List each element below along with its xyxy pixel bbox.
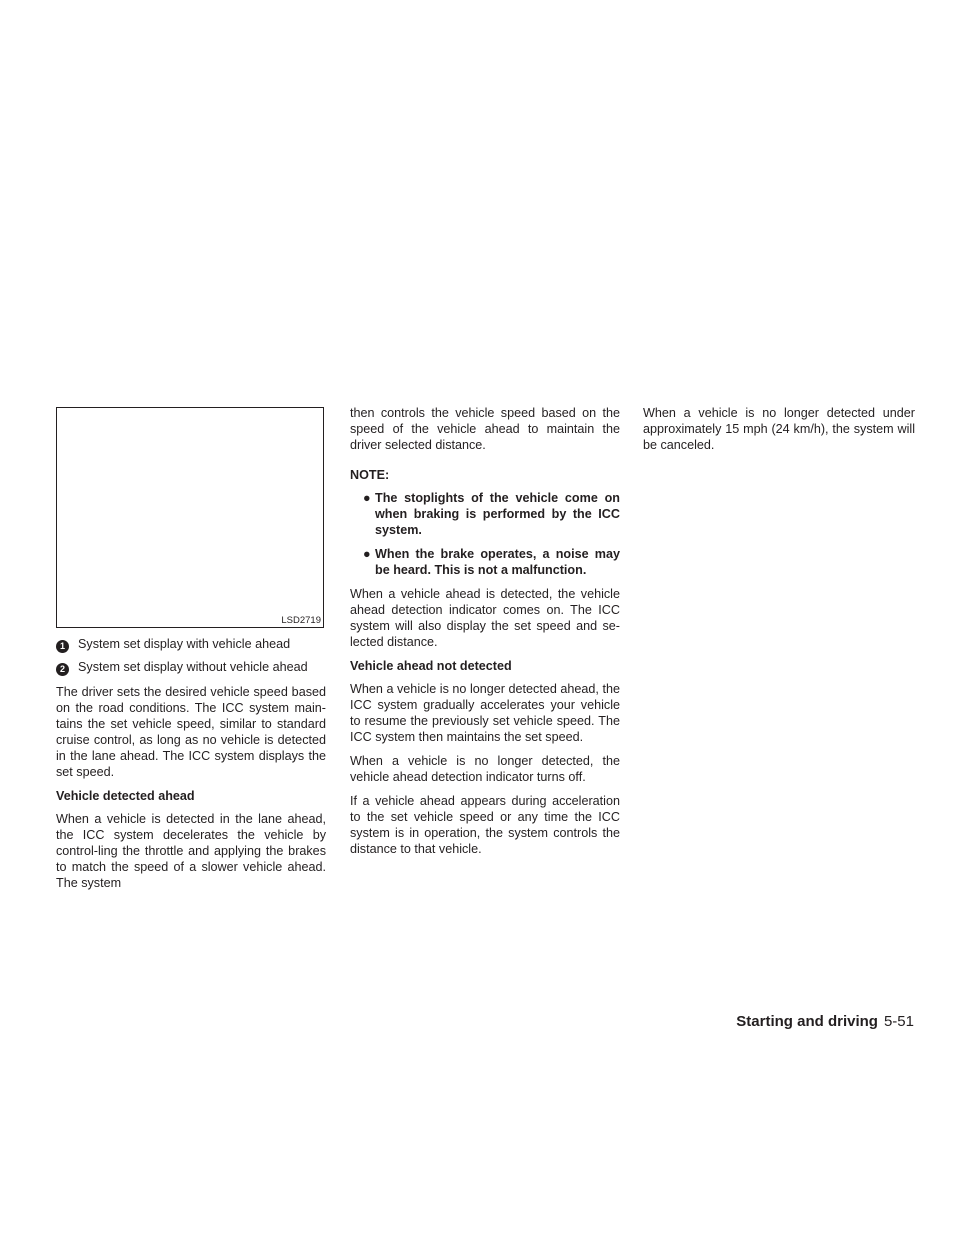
column-1 — [56, 684, 326, 899]
page-number: 5-51 — [883, 1013, 914, 1030]
legend-text: System set display without vehicle ahead — [78, 660, 308, 674]
note-item: ● When the brake operates, a noise may be heard. This is not a malfunction. — [363, 547, 620, 577]
section-heading: Vehicle ahead not detected — [350, 659, 512, 673]
paragraph: When a vehicle is no longer detected under approximately 15 mph (24 km/h), the system will be canceled. — [643, 406, 915, 452]
paragraph: If a vehicle ahead appears during acceleration to the set vehicle speed or any time the ICC system is in operation, the system controls the distance to that vehicle. — [350, 794, 620, 856]
figure-code: LSD2719 — [281, 615, 321, 626]
legend-text: System set display with vehicle ahead — [78, 637, 291, 651]
bullet-icon: ● — [363, 547, 371, 561]
bullet-icon: ● — [363, 491, 371, 505]
paragraph: then controls the vehicle speed based on the speed of the vehicle ahead to maintain the driver selected distance. — [350, 406, 620, 452]
callout-number-2: 2 — [56, 663, 69, 676]
note-item: ● The stoplights of the vehicle come on when braking is performed by the ICC system. — [363, 491, 620, 537]
column-2 — [350, 405, 620, 865]
page-footer — [736, 1013, 914, 1030]
section-title: Starting and driving — [736, 1013, 878, 1030]
note-label: NOTE: — [350, 468, 390, 482]
note-list — [350, 490, 620, 578]
legend-item-2 — [56, 659, 326, 676]
column-3 — [643, 405, 915, 461]
legend-item-1 — [56, 636, 326, 653]
paragraph: When a vehicle ahead is detected, the vehicle ahead detection indicator comes on. The ICC system will also display the set speed and se-lected distance. — [350, 587, 620, 649]
paragraph: When a vehicle is detected in the lane ahead, the ICC system decelerates the vehicle by control-ling the throttle and applying the brakes to match the speed of a slower vehicle ahead. The system — [56, 812, 326, 890]
paragraph: When a vehicle is no longer detected ahead, the ICC system gradually accelerates your vehicle to resume the previously set vehicle speed. The ICC system then maintains the set speed. — [350, 682, 620, 744]
paragraph: The driver sets the desired vehicle speed based on the road conditions. The ICC system main-tains the set vehicle speed, similar to standard cruise control, as long as no vehicle is detected in the lane ahead. The ICC system displays the set speed. — [56, 685, 326, 779]
figure-frame — [56, 407, 324, 628]
paragraph: When a vehicle is no longer detected, the vehicle ahead detection indicator turns off. — [350, 754, 620, 784]
callout-number-1: 1 — [56, 640, 69, 653]
section-heading: Vehicle detected ahead — [56, 789, 195, 803]
